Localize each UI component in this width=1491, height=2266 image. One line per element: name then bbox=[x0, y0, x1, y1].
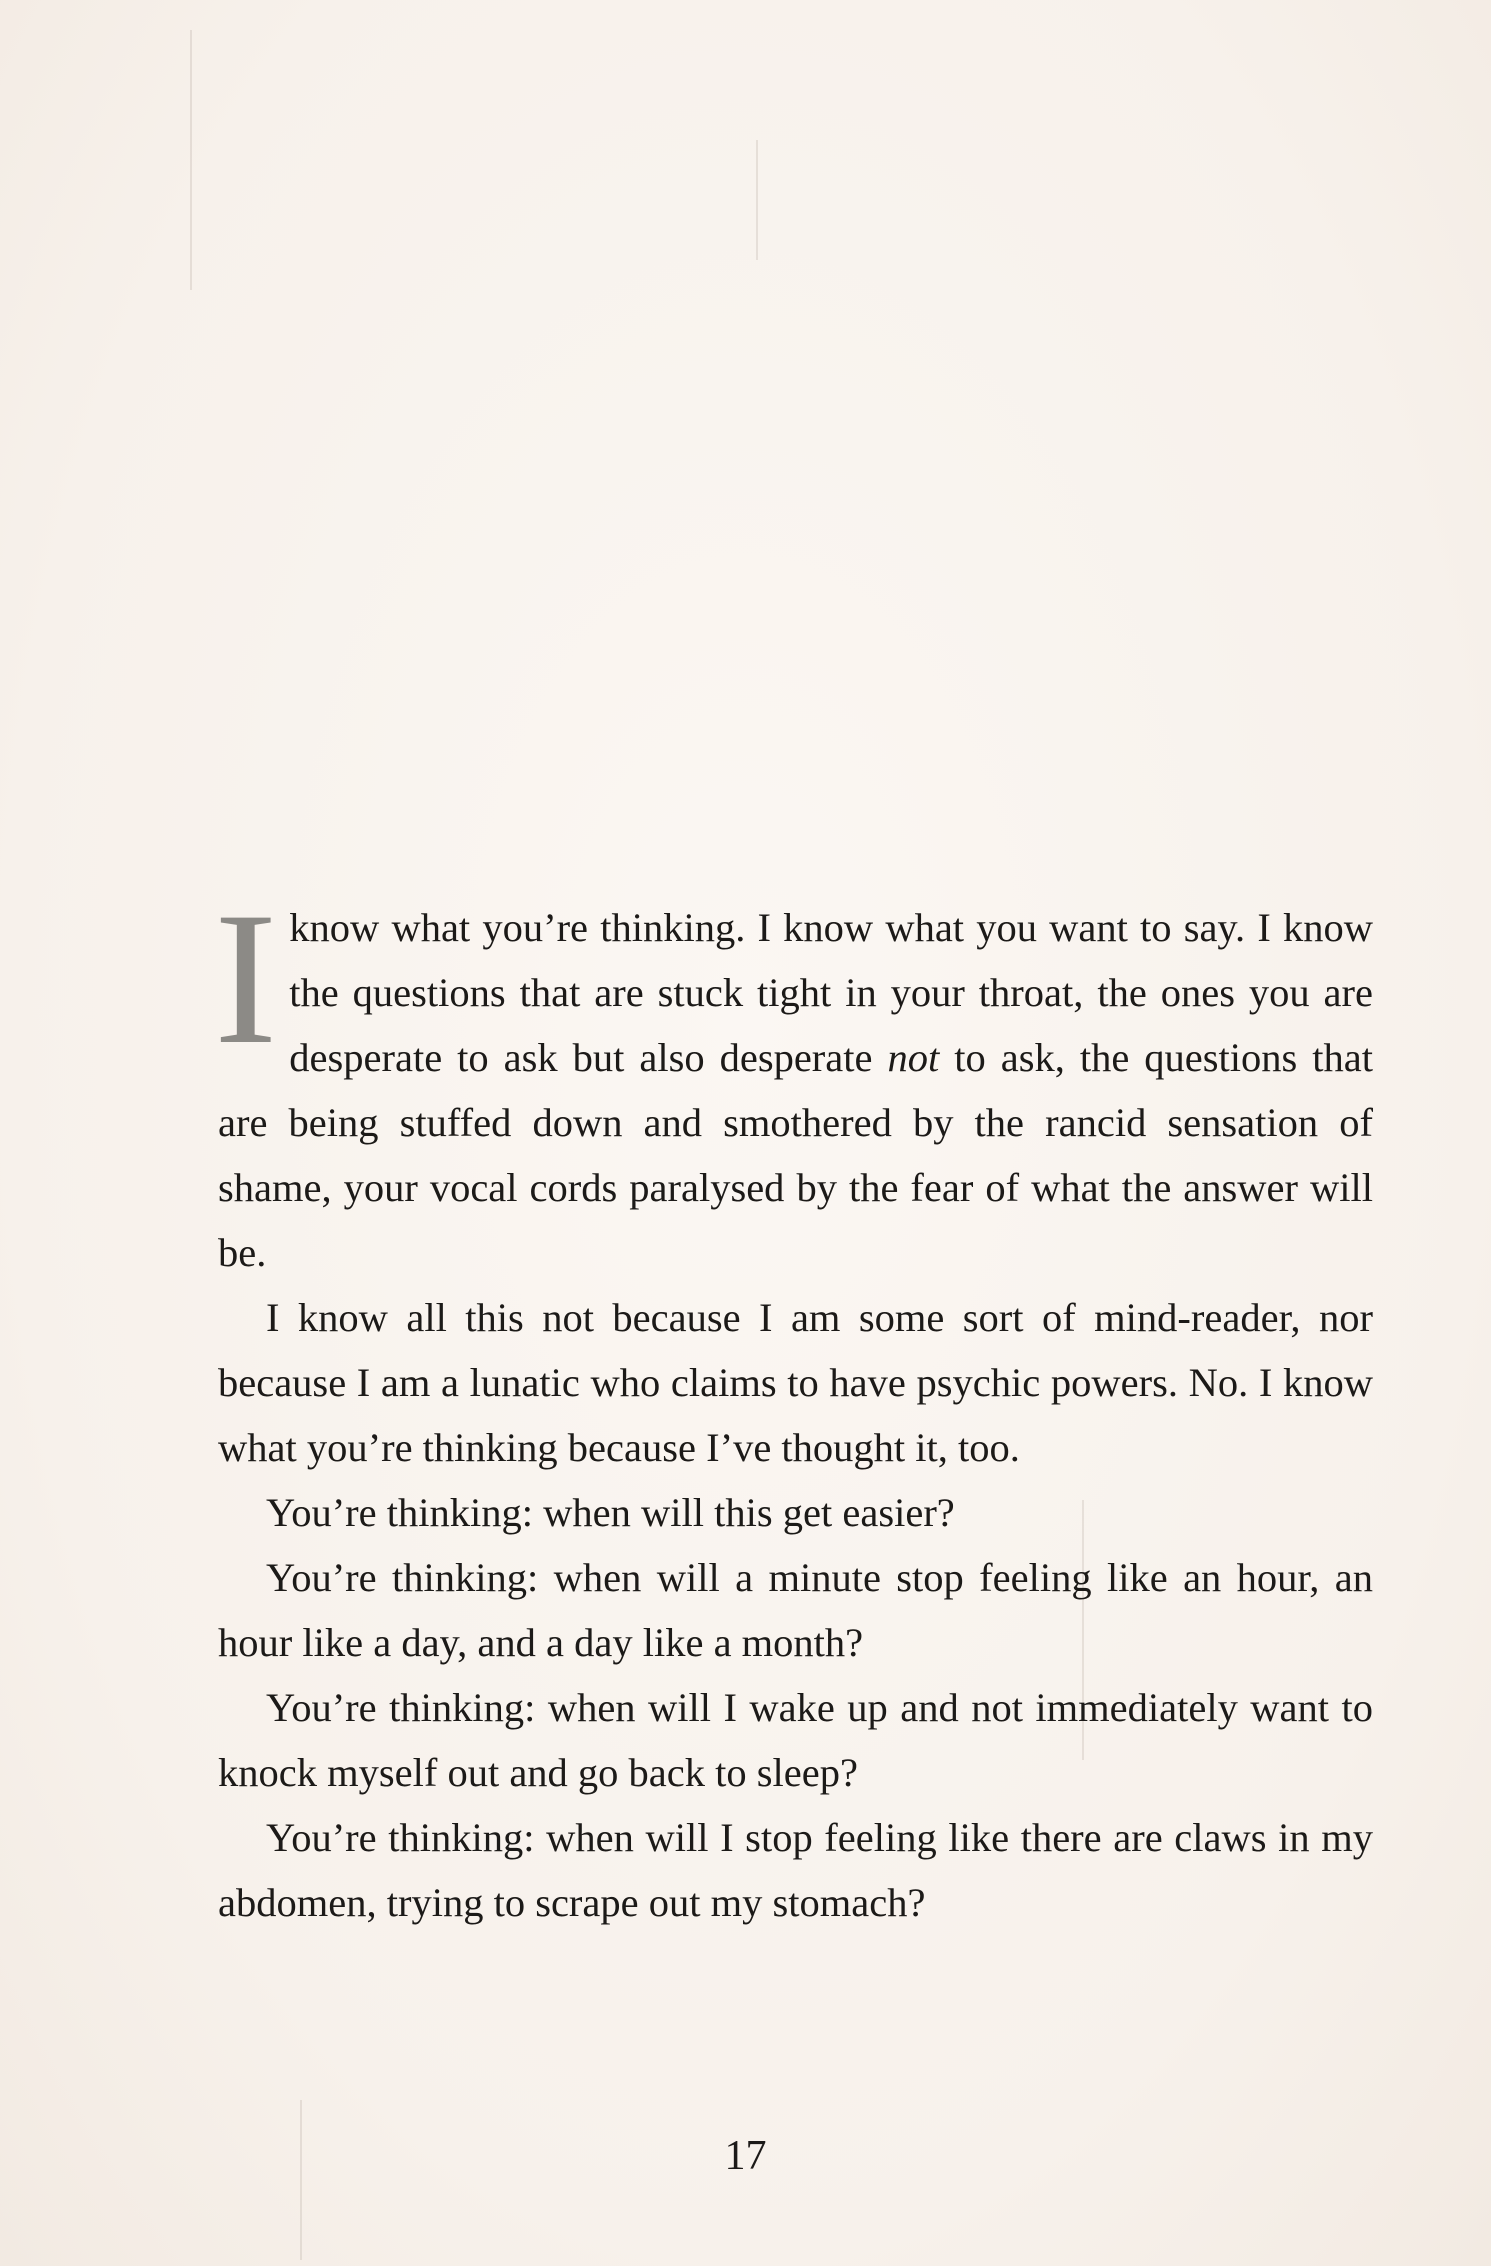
paragraph-1 bbox=[214, 874, 1373, 1285]
paragraph-1-text: know what you’re thinking. I know what you want to say. I know the questions that are stuck tight in your throat, the ones you are desperate to ask but also desperate bbox=[289, 905, 1373, 1080]
body-text bbox=[214, 874, 1373, 1935]
paragraph-5: You’re thinking: when will I wake up and not immediately want to knock myself out and go back to sleep? bbox=[218, 1685, 1373, 1795]
page-crease-left bbox=[190, 30, 192, 290]
paragraph-4: You’re thinking: when will a minute stop feeling like an hour, an hour like a day, and a day like a month? bbox=[218, 1555, 1373, 1665]
page-number: 17 bbox=[724, 2133, 767, 2179]
paragraph-1-emphasis: not bbox=[887, 1035, 940, 1080]
paragraph-1-end: to ask, the questions that are being stuffed down and smothered by the rancid sensation of shame, your vocal cords paralysed by the fear of what the answer will be. bbox=[218, 1035, 1373, 1275]
paragraph-6: You’re thinking: when will I stop feeling like there are claws in my abdomen, trying to scrape out my stomach? bbox=[218, 1815, 1373, 1925]
page-crease-bottom bbox=[300, 2100, 302, 2260]
paragraph-3: You’re thinking: when will this get easier? bbox=[266, 1490, 955, 1535]
paragraph-2: I know all this not because I am some sort of mind-reader, nor because I am a lunatic who claims to have psychic powers. No. I know what you’re thinking because I’ve thought it, too. bbox=[218, 1295, 1373, 1470]
page-crease-center bbox=[756, 140, 758, 260]
drop-cap: I bbox=[214, 874, 278, 1084]
